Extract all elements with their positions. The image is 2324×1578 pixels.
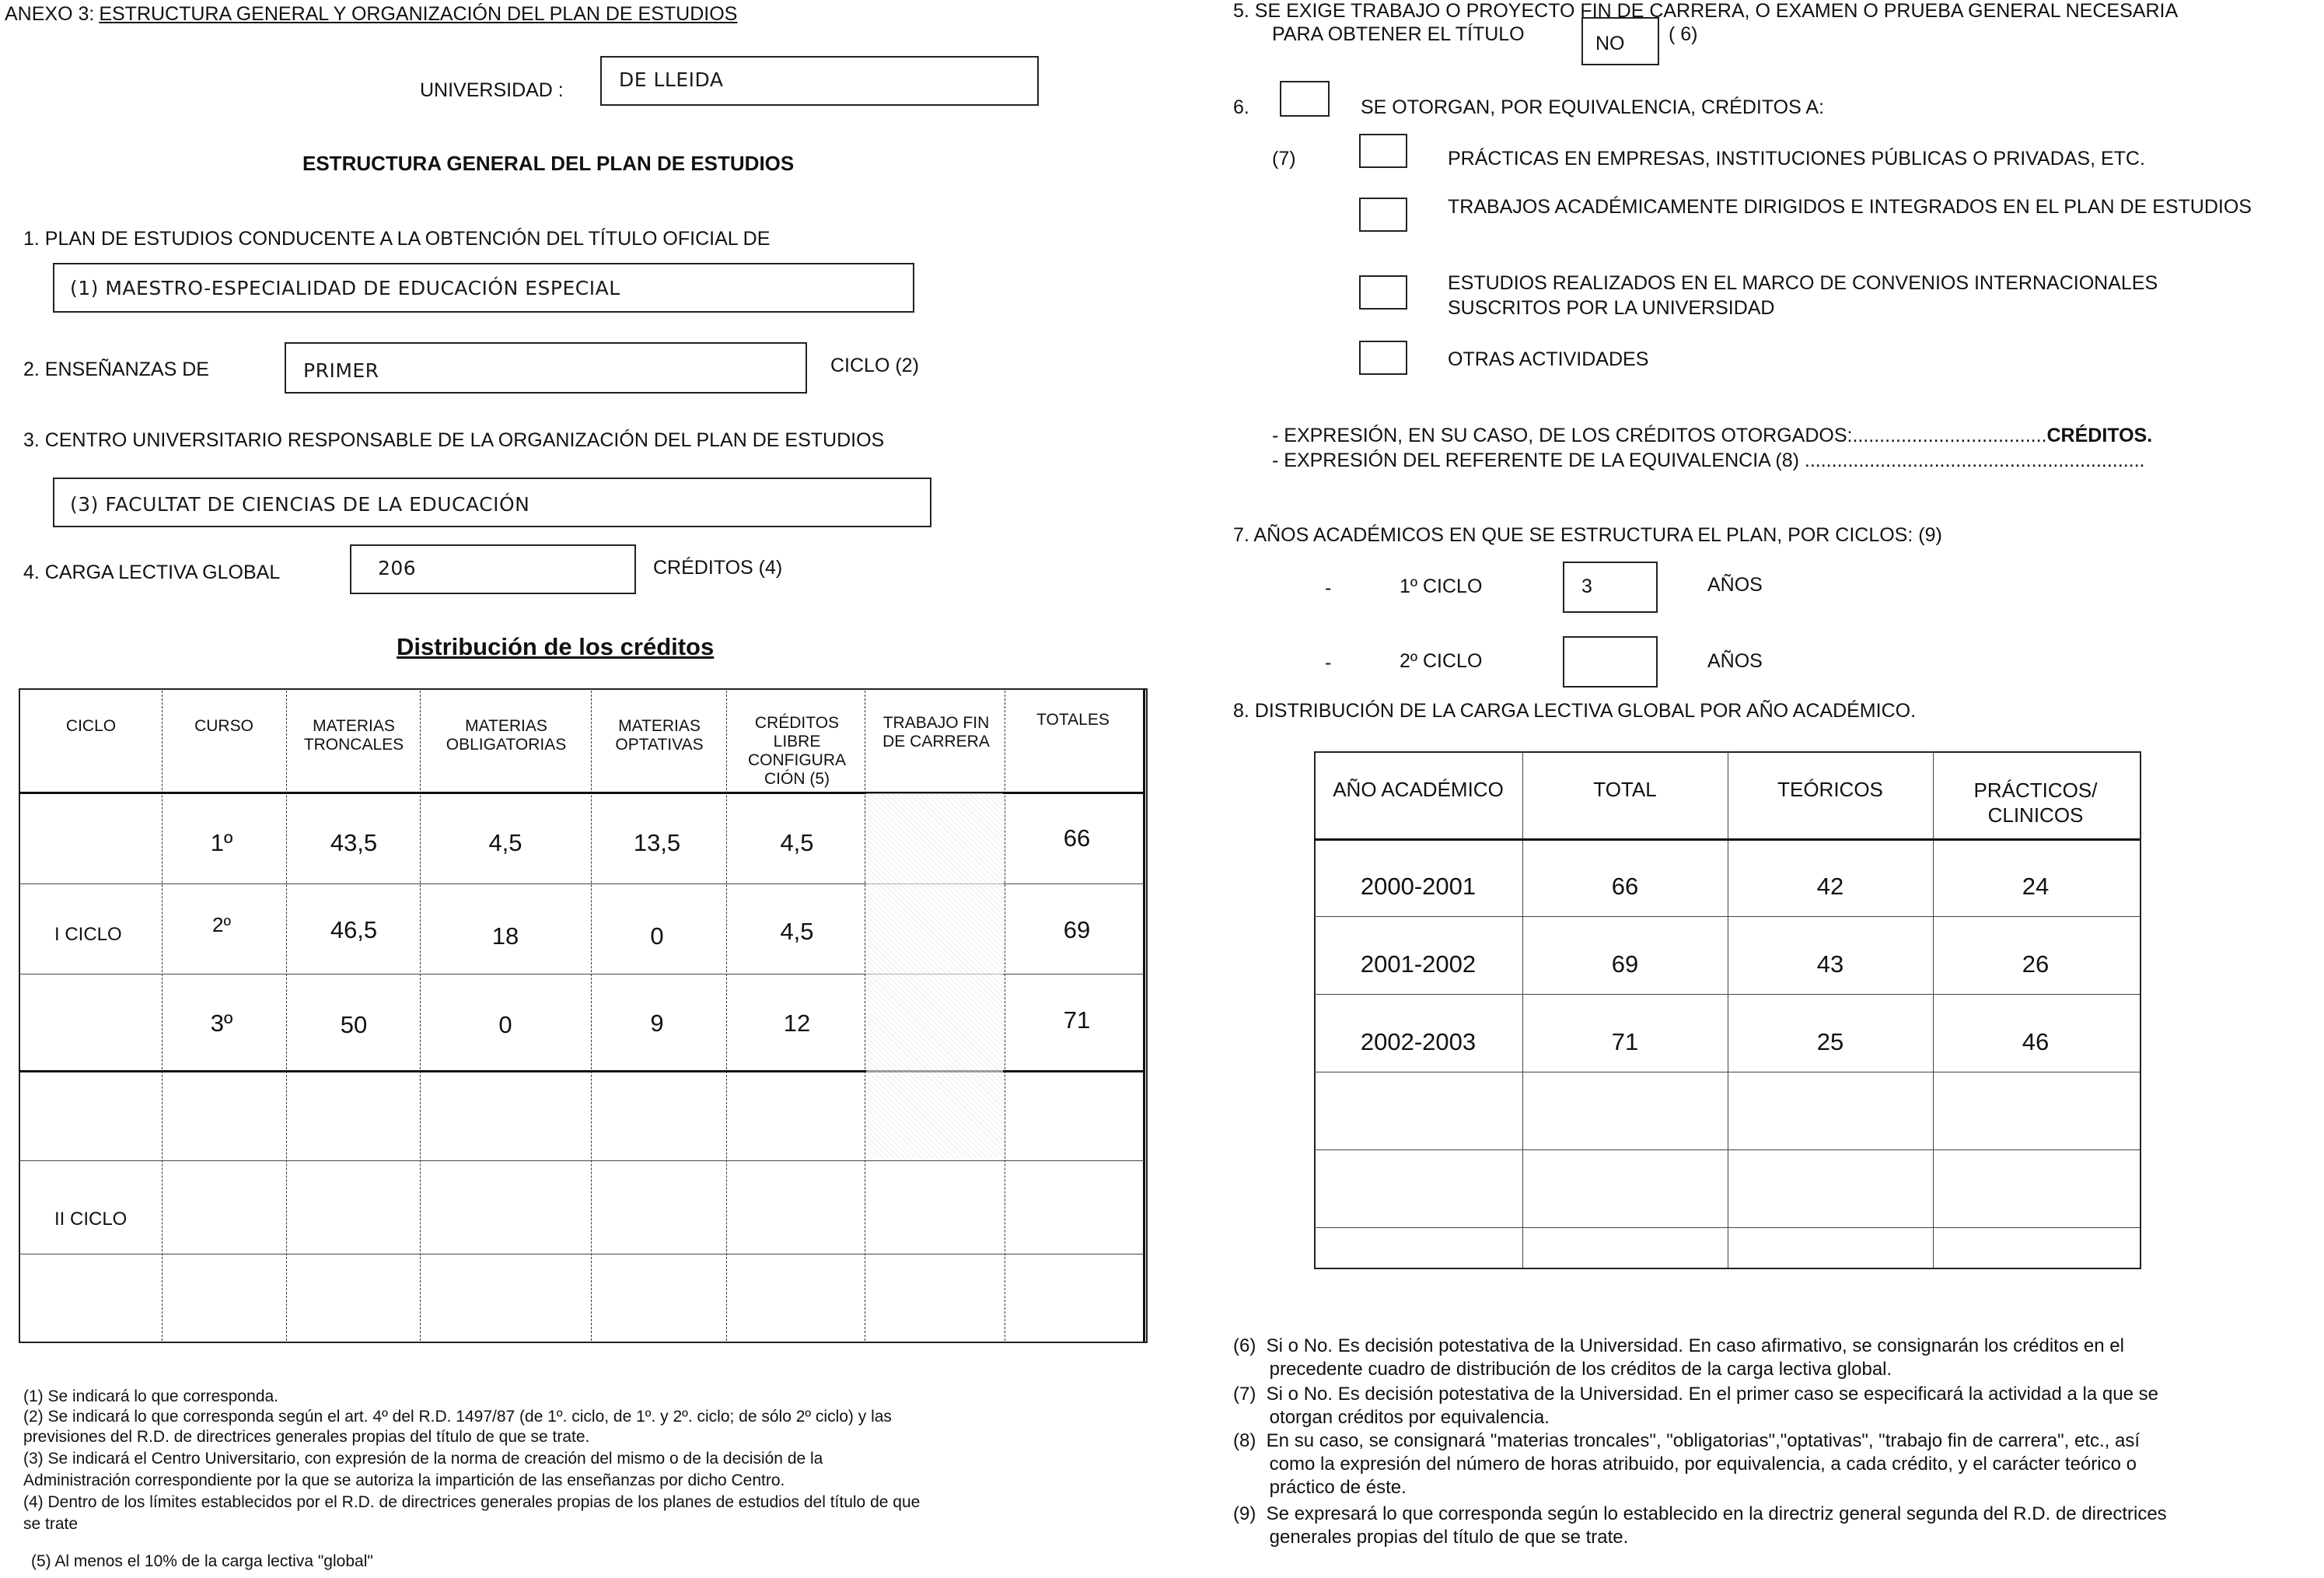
footnote: se trate — [23, 1515, 79, 1533]
cell-libre: 4,5 — [780, 829, 814, 856]
footnote: previsiones del R.D. de directrices generales propias del título de que se trate. — [23, 1428, 590, 1446]
option-label: PRÁCTICAS EN EMPRESAS, INSTITUCIONES PÚBLICAS O PRIVADAS, ETC. — [1448, 148, 2145, 170]
cell-practicos: 26 — [2022, 950, 2050, 978]
cell-obligatorias: 0 — [498, 1011, 512, 1038]
th-optativas: MATERIAS OPTATIVAS — [615, 717, 704, 754]
ciclo2-label: 2º CICLO — [1400, 650, 1483, 672]
cell-totales: 66 — [1063, 824, 1091, 852]
ciclo1-label: I CICLO — [54, 924, 122, 945]
cell-total: 71 — [1611, 1028, 1639, 1055]
item5-note: ( 6) — [1669, 23, 1698, 45]
item2-suffix: CICLO (2) — [830, 355, 919, 376]
item4-label: 4. CARGA LECTIVA GLOBAL — [23, 562, 281, 583]
row-line — [1314, 1149, 2140, 1150]
centro-value: (3) FACULTAT DE CIENCIAS DE LA EDUCACIÓN — [70, 493, 530, 516]
th-troncales: MATERIAS TRONCALES — [303, 717, 404, 754]
th-trabajo: TRABAJO FIN DE CARRERA — [882, 714, 990, 751]
cell-curso: 1º — [210, 829, 233, 856]
footnote: (6) Si o No. Es decisión potestativa de la Universidad. En caso afirmativo, se consignarán los créditos en el — [1233, 1335, 2124, 1356]
col-sep — [162, 691, 163, 1341]
annex-prefix: ANEXO 3: — [5, 3, 95, 25]
ciclo2-anos: AÑOS — [1707, 650, 1763, 672]
ciclo1-years-field[interactable] — [1563, 562, 1658, 613]
cell-ano: 2002-2003 — [1360, 1028, 1477, 1055]
option-label: TRABAJOS ACADÉMICAMENTE DIRIGIDOS E INTEGRADOS EN EL PLAN DE ESTUDIOS — [1448, 196, 2252, 218]
cell-troncales: 46,5 — [330, 916, 378, 943]
item5-line2: PARA OBTENER EL TÍTULO — [1272, 23, 1525, 45]
section-title: ESTRUCTURA GENERAL DEL PLAN DE ESTUDIOS — [302, 152, 795, 175]
th-totales: TOTALES — [1036, 711, 1110, 729]
ciclo2-label: II CICLO — [54, 1209, 128, 1230]
cell-practicos: 46 — [2022, 1028, 2050, 1055]
footnote: (2) Se indicará lo que corresponda según el art. 4º del R.D. 1497/87 (de 1º. ciclo, de 1º. y 2º. ciclo; de sólo 2º ciclo) y las — [23, 1408, 892, 1426]
ciclo-value: PRIMER — [303, 359, 379, 382]
option-checkbox[interactable] — [1359, 198, 1407, 232]
th-obligatorias: MATERIAS OBLIGATORIAS — [446, 717, 567, 754]
option-checkbox[interactable] — [1359, 134, 1407, 168]
footnote: (5) Al menos el 10% de la carga lectiva "global" — [31, 1552, 373, 1570]
carga-value: 206 — [378, 557, 417, 579]
row-line — [1314, 916, 2140, 917]
item6-num: 6. — [1233, 96, 1249, 118]
trabajo-shade — [866, 793, 1003, 1159]
cell-total: 69 — [1611, 950, 1639, 978]
option-label: ESTUDIOS REALIZADOS EN EL MARCO DE CONVENIOS INTERNACIONALES SUSCRITOS POR LA UNIVERSIDAD — [1448, 272, 2158, 319]
cell-practicos: 24 — [2022, 873, 2050, 900]
option-checkbox[interactable] — [1359, 275, 1407, 310]
expr2: - EXPRESIÓN DEL REFERENTE DE LA EQUIVALENCIA (8) ............................................................... — [1272, 450, 2145, 471]
footnote: (9) Se expresará lo que corresponda según lo establecido en la directriz general segunda del R.D. de directrices — [1233, 1503, 2167, 1524]
cell-optativas: 0 — [650, 922, 664, 950]
cell-obligatorias: 4,5 — [488, 829, 522, 856]
item7-text: 7. AÑOS ACADÉMICOS EN QUE SE ESTRUCTURA EL PLAN, POR CICLOS: (9) — [1233, 524, 1942, 546]
footnote: (7) Si o No. Es decisión potestativa de la Universidad. En el primer caso se especificará la actividad a la que se — [1233, 1384, 2158, 1405]
item6-text: SE OTORGAN, POR EQUIVALENCIA, CRÉDITOS A: — [1361, 96, 1824, 118]
ciclo1-years-value: 3 — [1581, 576, 1592, 597]
table-right-thick — [1143, 688, 1145, 1342]
footnote: como la expresión del número de horas atribuido, por equivalencia, a cada crédito, y el carácter teórico o — [1233, 1454, 2137, 1475]
col-sep — [286, 691, 287, 1341]
footnote: (3) Se indicará el Centro Universitario, con expresión de la norma de creación del mismo o de la decisión de la — [23, 1450, 823, 1468]
col-sep — [591, 691, 592, 1341]
trabajo-fin-value: NO — [1595, 33, 1625, 54]
cell-teoricos: 42 — [1816, 873, 1844, 900]
col-sep — [420, 691, 421, 1341]
cell-teoricos: 43 — [1816, 950, 1844, 978]
option-label: OTRAS ACTIVIDADES — [1448, 348, 1649, 370]
expr1-text: - EXPRESIÓN, EN SU CASO, DE LOS CRÉDITOS OTORGADOS:.................................... — [1272, 425, 2047, 446]
col-sep — [726, 691, 727, 1341]
cell-teoricos: 25 — [1816, 1028, 1844, 1055]
title-value: (1) MAESTRO-ESPECIALIDAD DE EDUCACIÓN ESPECIAL — [70, 277, 620, 299]
cell-troncales: 50 — [340, 1011, 368, 1038]
dash: - — [1325, 652, 1332, 674]
item8-text: 8. DISTRIBUCIÓN DE LA CARGA LECTIVA GLOBAL POR AÑO ACADÉMICO. — [1233, 700, 1917, 722]
item2-label: 2. ENSEÑANZAS DE — [23, 359, 209, 380]
footnote: práctico de éste. — [1233, 1477, 1407, 1498]
cell-libre: 12 — [783, 1009, 811, 1037]
th-ciclo: CICLO — [65, 717, 117, 735]
item4-suffix: CRÉDITOS (4) — [653, 557, 783, 579]
ciclo1-anos: AÑOS — [1707, 574, 1763, 596]
item1-text: 1. PLAN DE ESTUDIOS CONDUCENTE A LA OBTENCIÓN DEL TÍTULO OFICIAL DE — [23, 228, 771, 250]
university-value: DE LLEIDA — [619, 68, 724, 91]
cell-totales: 71 — [1063, 1006, 1091, 1034]
row-line — [1314, 1227, 2140, 1228]
row-line — [19, 1160, 1145, 1161]
distribution-title: Distribución de los créditos — [397, 633, 715, 660]
expr1-end: CRÉDITOS. — [2046, 425, 2153, 446]
header-line — [1314, 838, 2140, 841]
trabajo-fin-field[interactable] — [1581, 17, 1659, 65]
col-sep — [1933, 751, 1934, 1268]
cell-total: 66 — [1611, 873, 1639, 900]
cell-libre: 4,5 — [780, 918, 814, 945]
footnote: (1) Se indicará lo que corresponda. — [23, 1387, 279, 1405]
th-ano: AÑO ACADÉMICO — [1333, 778, 1504, 801]
cell-optativas: 9 — [650, 1009, 664, 1037]
footnote: Administración correspondiente por la que se autoriza la impartición de las enseñanzas por dicho Centro. — [23, 1471, 785, 1489]
annex-heading — [5, 3, 737, 26]
th-teoricos: TEÓRICOS — [1777, 778, 1883, 801]
item6-checkbox[interactable] — [1280, 81, 1330, 117]
footnote: otorgan créditos por equivalencia. — [1233, 1407, 1550, 1428]
footnote: (4) Dentro de los límites establecidos por el R.D. de directrices generales propias de los planes de estudios del título de que — [23, 1493, 921, 1511]
dash: - — [1325, 577, 1332, 599]
ciclo1-label: 1º CICLO — [1400, 576, 1483, 597]
university-label: UNIVERSIDAD : — [420, 79, 564, 101]
th-total: TOTAL — [1593, 778, 1657, 801]
title-field[interactable] — [53, 263, 914, 313]
cell-troncales: 43,5 — [330, 829, 378, 856]
th-libre: CRÉDITOS LIBRE CONFIGURA CIÓN (5) — [748, 714, 846, 788]
item3-text: 3. CENTRO UNIVERSITARIO RESPONSABLE DE LA ORGANIZACIÓN DEL PLAN DE ESTUDIOS — [23, 429, 885, 451]
footnote: generales propias del título de que se trate. — [1233, 1527, 1629, 1548]
cell-curso: 3º — [210, 1009, 233, 1037]
cell-totales: 69 — [1063, 916, 1091, 943]
cell-ano: 2001-2002 — [1360, 950, 1477, 978]
expr1 — [1272, 425, 2152, 447]
footnote: (8) En su caso, se consignará "materias troncales", "obligatorias","optativas", "trabajo fin de carrera", etc., así — [1233, 1430, 2141, 1451]
carga-field[interactable] — [350, 544, 636, 594]
th-curso: CURSO — [194, 717, 253, 735]
cell-optativas: 13,5 — [633, 829, 681, 856]
footnote: precedente cuadro de distribución de los créditos de la carga lectiva global. — [1233, 1359, 1892, 1380]
annex-title: ESTRUCTURA GENERAL Y ORGANIZACIÓN DEL PLAN DE ESTUDIOS — [99, 3, 738, 25]
cell-curso: 2º — [212, 913, 231, 936]
th-practicos: PRÁCTICOS/ CLINICOS — [1973, 779, 2098, 827]
university-field[interactable] — [600, 56, 1039, 106]
ciclo-field[interactable] — [285, 342, 807, 394]
cell-ano: 2000-2001 — [1360, 873, 1477, 900]
option-checkbox[interactable] — [1359, 341, 1407, 375]
item5-line1: 5. SE EXIGE TRABAJO O PROYECTO FIN DE CARRERA, O EXAMEN O PRUEBA GENERAL NECESARIA — [1233, 0, 2179, 22]
row-line — [1314, 994, 2140, 995]
cell-obligatorias: 18 — [491, 922, 519, 950]
note7: (7) — [1272, 148, 1296, 170]
col-sep — [1522, 751, 1523, 1268]
centro-field[interactable] — [53, 478, 931, 527]
ciclo2-years-field[interactable] — [1563, 636, 1658, 688]
